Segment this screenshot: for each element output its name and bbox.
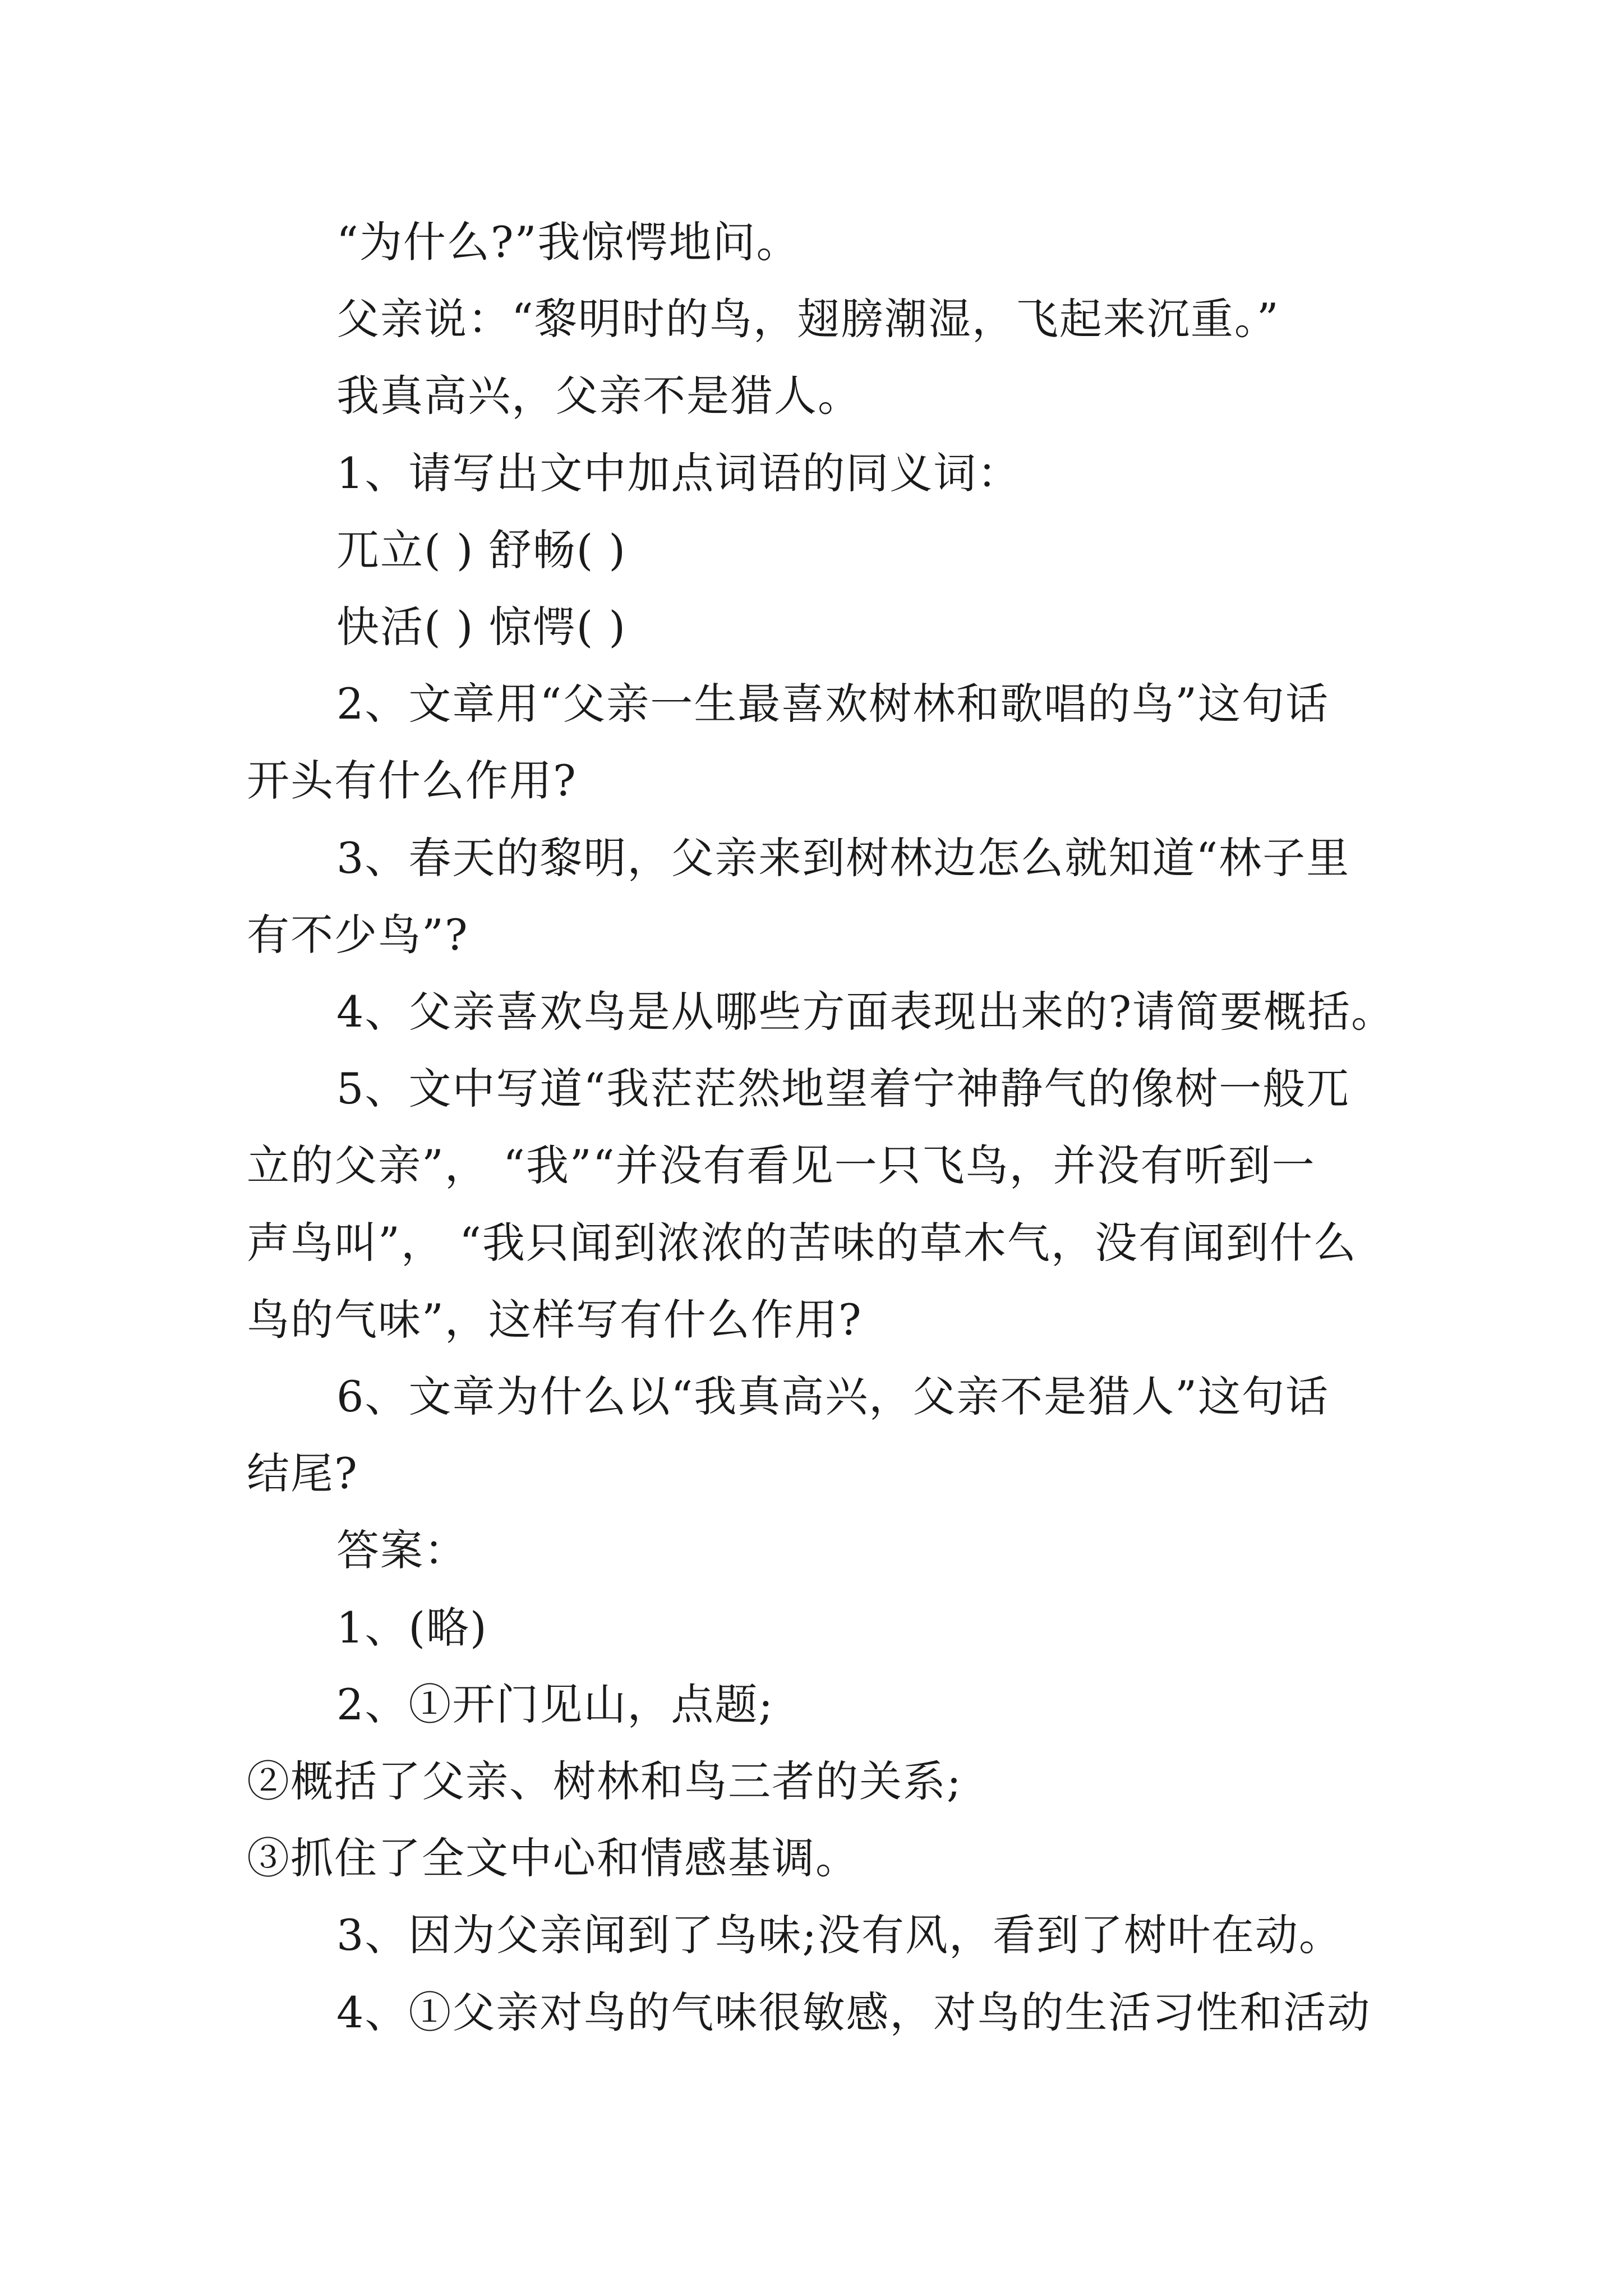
text-line: 立的父亲”， “我”“并没有看见一只飞鸟，并没有听到一 [247, 1140, 1316, 1190]
text-line: 我真高兴，父亲不是猎人。 [336, 371, 861, 421]
text-line: 有不少鸟”? [247, 910, 469, 960]
answer-1: 1、(略) [336, 1603, 488, 1653]
text-line: ②概括了父亲、树林和鸟三者的关系; [247, 1756, 962, 1806]
question-2: 2、文章用“父亲一生最喜欢树林和歌唱的鸟”这句话 [336, 679, 1330, 729]
text-line: 鸟的气味”，这样写有什么作用? [247, 1295, 863, 1345]
question-6: 6、文章为什么以“我真高兴，父亲不是猎人”这句话 [336, 1372, 1330, 1421]
answer-2: 2、①开门见山，点题; [336, 1680, 774, 1729]
question-5: 5、文中写道“我茫茫然地望着宁神静气的像树一般兀 [336, 1064, 1350, 1114]
text-line: ③抓住了全文中心和情感基调。 [247, 1833, 859, 1883]
question-1-blanks: 兀立( ) 舒畅( ) [336, 525, 627, 575]
answer-4: 4、①父亲对鸟的气味很敏感，对鸟的生活习性和活动 [336, 1987, 1371, 2037]
text-line: 结尾? [247, 1448, 358, 1498]
text-line: 声鸟叫”， “我只闻到浓浓的苦味的草木气，没有闻到什么 [247, 1218, 1357, 1268]
answer-3: 3、因为父亲闻到了鸟味;没有风，看到了树叶在动。 [336, 1910, 1343, 1960]
text-line: 父亲说：“黎明时的鸟，翅膀潮湿，飞起来沉重。” [336, 294, 1280, 344]
question-3: 3、春天的黎明，父亲来到树林边怎么就知道“林子里 [336, 833, 1350, 883]
question-1: 1、请写出文中加点词语的同义词： [336, 448, 1021, 498]
question-1-blanks: 快活( ) 惊愕( ) [336, 602, 627, 652]
text-line: 开头有什么作用? [247, 756, 577, 806]
answer-heading: 答案： [336, 1525, 468, 1575]
text-line: “为什么?”我惊愕地问。 [336, 217, 800, 267]
question-4: 4、父亲喜欢鸟是从哪些方面表现出来的?请简要概括。 [336, 987, 1395, 1037]
